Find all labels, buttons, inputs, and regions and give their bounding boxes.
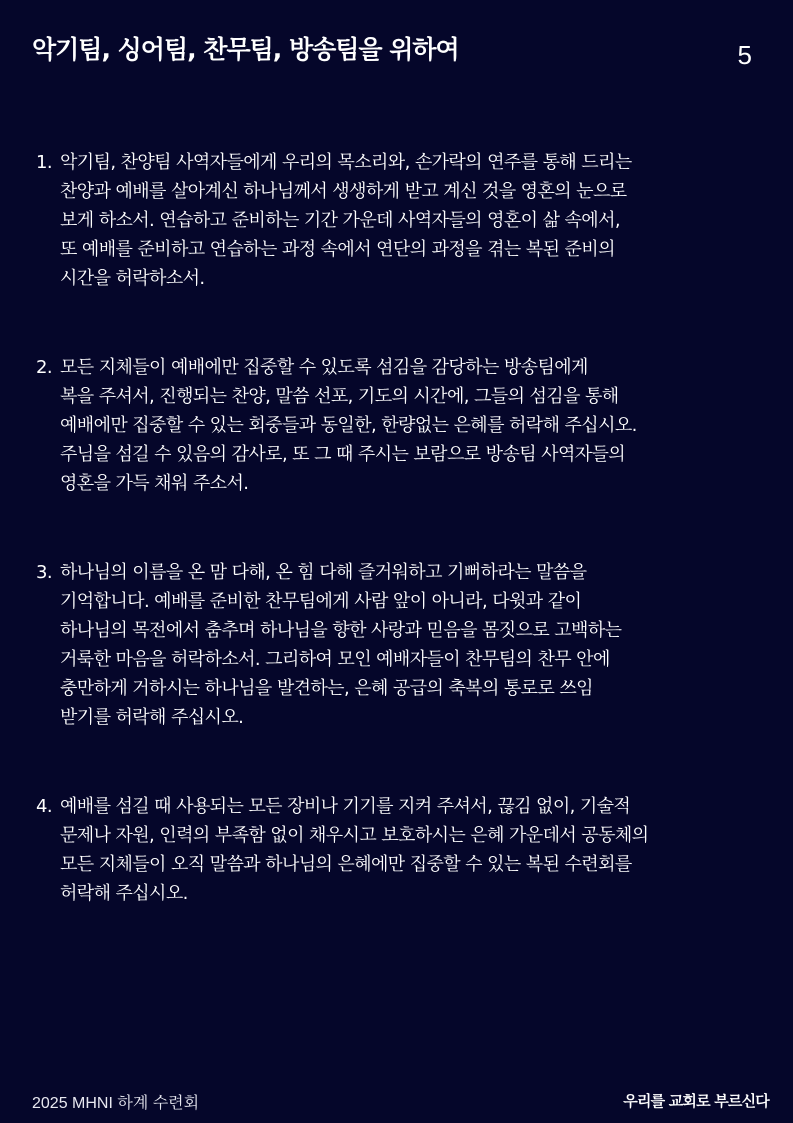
prayer-list xyxy=(36,148,784,968)
prayer-number: 3. xyxy=(36,562,52,583)
prayer-item xyxy=(36,792,784,908)
prayer-number: 4. xyxy=(36,796,52,817)
prayer-text: 하나님의 이름을 온 맘 다해, 온 힘 다해 즐거워하고 기뻐하라는 말씀을 기억합니다. 예배를 준비한 찬무팀에게 사람 앞이 아니라, 다윗과 같이 하나님의 목전에서 춤추며 하나님을 향한 사랑과 믿음을 몸짓으로 고백하는 거룩한 마음을 허락하소서. 그리하여 모인 예배자들이 찬무팀의 찬무 안에 충만하게 거하시는 하나님을 발견하는, 은혜 공급의 축복의 통로로 쓰임 받기를 허락해 주십시오. xyxy=(60,562,622,728)
prayer-item xyxy=(36,353,784,498)
prayer-number: 2. xyxy=(36,357,52,378)
prayer-number: 1. xyxy=(36,152,52,173)
page-number: 5 xyxy=(737,40,752,70)
prayer-item xyxy=(36,148,784,293)
prayer-text: 모든 지체들이 예배에만 집중할 수 있도록 섬김을 감당하는 방송팀에게 복을 주셔서, 진행되는 찬양, 말씀 선포, 기도의 시간에, 그들의 섬김을 통해 예배에만 집중할 수 있는 회중들과 동일한, 한량없는 은혜를 허락해 주십시오. 주님을 섬길 수 있음의 감사로, 또 그 때 주시는 보람으로 방송팀 사역자들의 영혼을 가득 채워 주소서. xyxy=(60,357,637,494)
page-title: 악기팀, 싱어팀, 찬무팀, 방송팀을 위하여 xyxy=(32,35,459,64)
footer-event-name: 2025 MHNI 하계 수련회 xyxy=(32,1095,200,1112)
prayer-text: 악기팀, 찬양팀 사역자들에게 우리의 목소리와, 손가락의 연주를 통해 드리는 찬양과 예배를 살아계신 하나님께서 생생하게 받고 계신 것을 영혼의 눈으로 보게 하소서. 연습하고 준비하는 기간 가운데 사역자들의 영혼이 삶 속에서, 또 예배를 준비하고 연습하는 과정 속에서 연단의 과정을 겪는 복된 준비의 시간을 허락하소서. xyxy=(60,152,632,289)
prayer-item xyxy=(36,558,784,732)
footer-slogan: 우리를 교회로 부르신다 xyxy=(623,1092,769,1110)
page-header xyxy=(32,30,762,70)
prayer-text: 예배를 섬길 때 사용되는 모든 장비나 기기를 지켜 주셔서, 끊김 없이, 기술적 문제나 자원, 인력의 부족함 없이 채우시고 보호하시는 은혜 가운데서 공동체의 모든 지체들이 오직 말씀과 하나님의 은혜에만 집중할 수 있는 복된 수련회를 허락해 주십시오. xyxy=(60,796,649,904)
